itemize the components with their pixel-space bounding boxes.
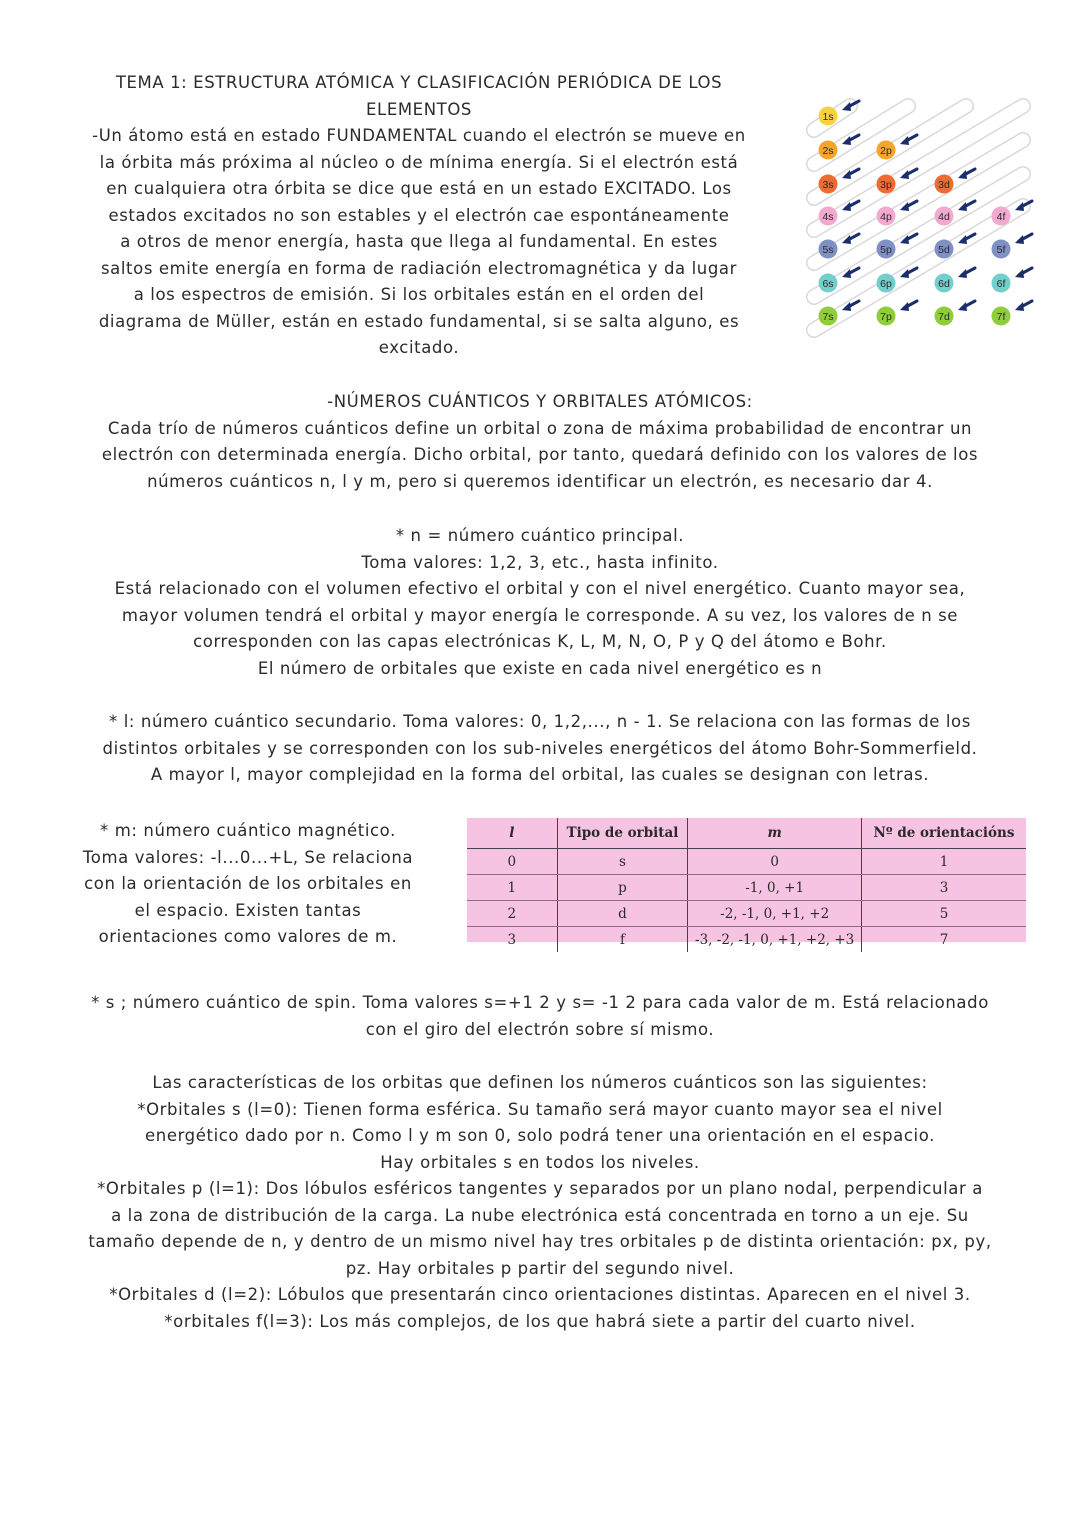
orbital-label: 4f [996,211,1006,223]
page-title-continued: ELEMENTOS [366,99,472,119]
characteristics-section [40,1070,1040,1335]
table-cell: 1 [861,849,1026,875]
orbital-5f [992,234,1033,259]
arrow-icon [1015,268,1032,278]
orbital-label: 1s [822,111,834,123]
table-cell: 3 [861,875,1026,901]
orbital-label: 2s [822,145,834,157]
column-header: m [688,818,862,849]
arrow-icon [1015,301,1032,311]
intro-section [58,70,780,362]
intro-line: -Un átomo está en estado FUNDAMENTAL cuando el electrón se mueve en [92,126,746,145]
orbital-table [467,818,1026,952]
intro-line: en cualquiera otra órbita se dice que está en un estado EXCITADO. Los [106,179,732,198]
intro-line: estados excitados no son estables y el electrón cae espontáneamente [108,205,730,225]
orbital-label: 5s [822,244,834,256]
arrow-icon [958,268,975,278]
intro-line: excitado. [378,338,460,357]
n-line: corresponden con las capas electrónicas K, L, M, N, O, P y Q del átomo e Bohr. [193,632,887,651]
section-heading: -NÚMEROS CUÁNTICOS Y ORBITALES ATÓMICOS: [327,392,753,411]
quantum-line: números cuánticos n, l y m, pero si queremos identificar un electrón, es necesario dar 4. [147,471,933,491]
spin-number-section [40,990,1040,1043]
table-cell: 7 [939,931,949,948]
arrow-icon [1015,234,1032,244]
n-line: * n = número cuántico principal. [395,526,685,545]
table-row [467,849,1026,875]
n-line: mayor volumen tendrá el orbital y mayor energía le corresponde. A su vez, los valores de n se [121,605,959,625]
table-cell: p [557,875,688,901]
orbital-label: 7s [822,311,834,323]
intro-line: diagrama de Müller, están en estado fundamental, si se salta alguno, es [98,311,740,331]
orbital-7p [877,301,918,326]
orbital-6d [935,268,976,293]
characteristics-line: *orbitales f(l=3): Los más complejos, de los que habrá siete a partir del cuarto nivel. [164,1311,916,1331]
orbital-label: 4p [880,211,892,223]
quantum-numbers-section [40,389,1040,495]
characteristics-line: *Orbitales p (l=1): Dos lóbulos esféricos tangentes y separados por un plano nodal, perpendicular a [97,1179,983,1198]
column-header: Tipo de orbital [557,818,688,849]
m-line: Toma valores: -l...0...+L, Se relaciona [82,847,414,867]
orbital-label: 7f [996,311,1006,323]
orbital-label: 5f [996,244,1006,256]
intro-line: la órbita más próxima al núcleo o de mínima energía. Si el electrón está [99,152,739,172]
orbital-label: 7d [938,311,950,323]
table-cell: -1, 0, +1 [688,875,862,901]
table-cell: 2 [467,901,557,927]
secondary-number-section [40,709,1040,789]
orbital-label: 3p [880,179,892,191]
table-cell: 0 [688,849,862,875]
table-header-row [467,818,1026,849]
table-cell: -2, -1, 0, +1, +2 [688,901,862,927]
orbital-label: 4s [822,211,834,223]
column-header: Nº de orientacións [861,818,1026,849]
characteristics-line: pz. Hay orbitales p partir del segundo nivel. [345,1258,735,1278]
n-line: Toma valores: 1,2, 3, etc., hasta infinito. [361,552,719,572]
characteristics-line: *Orbitales d (l=2): Lóbulos que presentarán cinco orientaciones distintas. Aparecen en el nivel 3. [109,1285,971,1304]
column-header: l [467,818,557,849]
page-title: TEMA 1: ESTRUCTURA ATÓMICA Y CLASIFICACIÓN PERIÓDICA DE LOS [115,73,723,92]
orbital-label: 3d [938,179,950,191]
table-cell: s [557,849,688,875]
orbital-label: 5p [880,244,892,256]
orbital-label: 4d [938,211,950,223]
muller-diagram [798,92,1036,357]
arrow-icon [900,301,917,311]
characteristics-line: energético dado por n. Como l y m son 0, solo podrá tener una orientación en el espacio. [145,1126,935,1145]
characteristics-line: a la zona de distribución de la carga. La nube electrónica está concentrada en torno a un eje. Su [111,1205,969,1225]
principal-number-section [40,523,1040,682]
table-row [467,927,1026,953]
table-cell: 0 [467,849,557,875]
characteristics-line: *Orbitales s (l=0): Tienen forma esférica. Su tamaño será mayor cuanto mayor sea el nivel [137,1099,943,1119]
quantum-line: Cada trío de números cuánticos define un orbital o zona de máxima probabilidad de encontrar un [107,418,973,438]
arrow-icon [958,301,975,311]
intro-line: a los espectros de emisión. Si los orbitales están en el orden del [133,285,705,304]
table-cell: 5 [861,901,1026,927]
n-line: El número de orbitales que existe en cada nivel energético es n [257,658,823,678]
quantum-line: electrón con determinada energía. Dicho orbital, por tanto, quedará definido con los valores de los [101,445,979,464]
orbital-label: 5d [938,244,950,256]
table-cell: 3 [467,927,557,953]
l-line: distintos orbitales y se corresponden con los sub-niveles energéticos del átomo Bohr-Sommerfield. [102,738,978,758]
orbital-7d [935,301,976,326]
table-row [467,875,1026,901]
m-line: con la orientación de los orbitales en [84,874,412,893]
orbital-label: 3s [822,179,834,191]
s-line: con el giro del electrón sobre sí mismo. [365,1019,715,1039]
orbital-label: 2p [880,145,892,157]
intro-line: a otros de menor energía, hasta que llega al fundamental. En estes [120,232,718,251]
n-line: Está relacionado con el volumen efectivo el orbital y con el nivel energético. Cuanto mayor sea, [114,579,966,598]
characteristics-line: Hay orbitales s en todos los niveles. [380,1152,700,1172]
l-line: A mayor l, mayor complejidad en la forma del orbital, las cuales se designan con letras. [150,765,930,784]
orbital-label: 6p [880,278,892,290]
orbital-label: 6f [996,278,1006,290]
l-line: * l: número cuántico secundario. Toma valores: 0, 1,2,..., n - 1. Se relaciona con las formas de los [109,712,971,731]
diagram-guides [814,106,1023,330]
orbital-label: 7p [880,311,892,323]
orbital-label: 6s [822,278,834,290]
s-line: * s ; número cuántico de spin. Toma valores s=+1 2 y s= -1 2 para cada valor de m. Está relacionado [91,993,989,1012]
table-cell: -3, -2, -1, 0, +1, +2, +3 [688,927,862,953]
table-cell: d [557,901,688,927]
orbital-6f [992,268,1033,293]
characteristics-line: Las características de los orbitas que definen los números cuánticos son las siguientes: [152,1073,928,1092]
intro-line: saltos emite energía en forma de radiación electromagnética y da lugar [100,258,738,278]
table-row [467,901,1026,927]
magnetic-number-section [52,818,444,951]
m-line: el espacio. Existen tantas [134,900,362,920]
table-cell: 1 [467,875,557,901]
orbital-7f [992,301,1033,326]
characteristics-line: tamaño depende de n, y dentro de un mismo nivel hay tres orbitales p de distinta orientación: px, py, [88,1232,992,1251]
orbital-table-container [467,818,1026,948]
orbital-label: 6d [938,278,950,290]
m-line: * m: número cuántico magnético. [100,821,396,840]
table-cell: f [557,927,688,953]
m-line: orientaciones como valores de m. [98,927,398,946]
